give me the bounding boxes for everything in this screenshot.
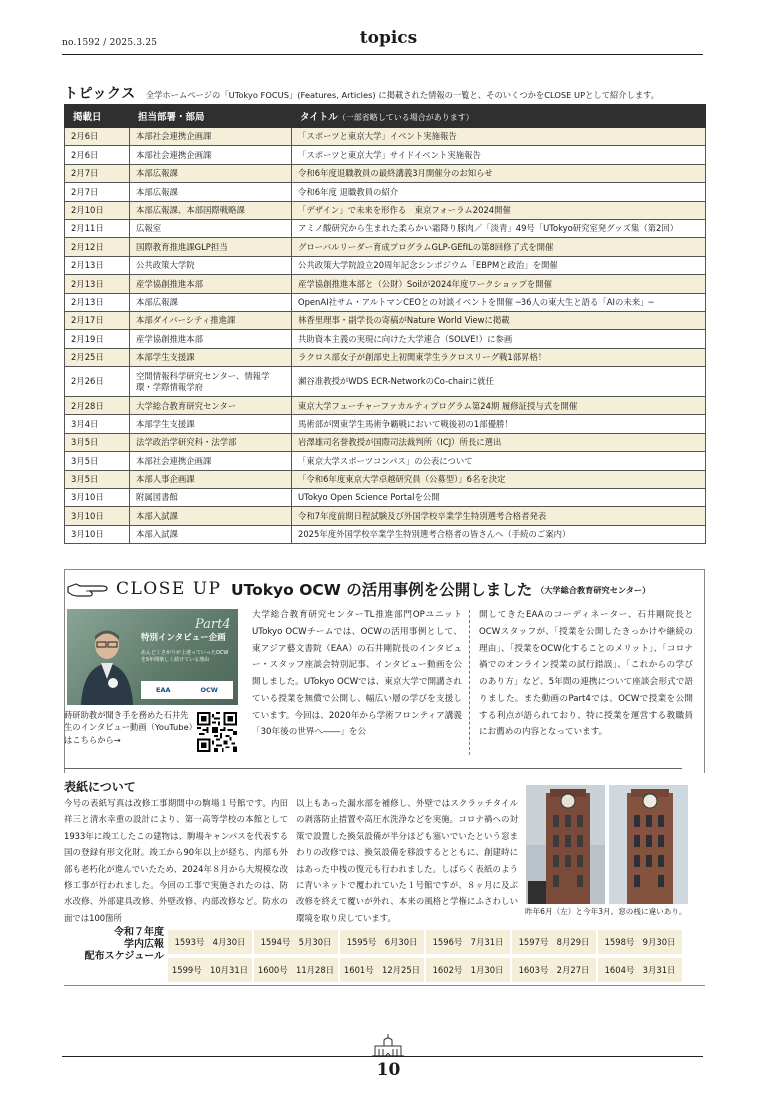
cell-date: 2月11日: [65, 219, 130, 237]
table-row: [65, 415, 706, 433]
cell-dept: 本部広報課、本部国際戦略課: [130, 201, 292, 219]
cell-dept: 本部ダイバーシティ推進課: [130, 311, 292, 329]
cell-dept: 本部学生支援課: [130, 348, 292, 366]
cell-date: 2月7日: [65, 164, 130, 182]
table-row: [65, 146, 706, 164]
table-row: [65, 330, 706, 348]
interviewee-photo: [77, 623, 137, 705]
cell-title: 令和6年度 退職教員の紹介: [292, 183, 706, 201]
cell-title: 瀬谷准教授がWDS ECR-NetworkのCo-chairに就任: [292, 367, 706, 397]
cell-date: 2月13日: [65, 256, 130, 274]
schedule-item: 1594号 5月30日: [252, 930, 338, 954]
cover-text-col2: 以上もあった漏水部を補修し、外壁ではスクラッチタイルの剥落防止措置や高圧水洗浄などを実施。コロナ禍への対策で設置した換気設備が半分ほども塞いでいたという窓まわりの改修では、換気設備を移設するとともに、創建時にはあった中桟の復元も行われました。しばらく表紙のように青いネットで覆われていた１号館ですが、８ヶ月に及ぶ改修を終えて覆いが外れ、本来の風格と学権にふさわしい環境を取り戻しています。: [296, 798, 518, 923]
cell-date: 2月12日: [65, 238, 130, 256]
cell-date: 3月10日: [65, 525, 130, 543]
schedule-item: 1596号 7月31日: [424, 930, 510, 954]
thumbnail-logos: [141, 681, 233, 699]
closeup-text-col2: 開してきたEAAのコーディネーター、石井剛院長とOCWスタッフが、「授業を公開したきっかけや継続の理由」、「授業をOCW化することのメリット」、「コロナ禍でのオンライン授業の試行錯誤」、「これからの学びのあり方」など、5年間の連携について座談会形式で語りました。また動画のPart4では、OCWで授業を公開する利点が語られており、特に授業を運営する教職員にお薦めの内容となっています。: [479, 610, 693, 738]
cell-title: 共助資本主義の実現に向けた大学連合（SOLVE!）に参画: [292, 330, 706, 348]
schedule-item: 1603号 2月27日: [510, 958, 596, 982]
table-row: [65, 293, 706, 311]
cell-date: 2月7日: [65, 183, 130, 201]
topics-description: 全学ホームページの「UTokyo FOCUS」(Features, Articles) に掲載された情報の一覧と、そのいくつかをCLOSE UPとして紹介します。: [145, 90, 660, 100]
cell-dept: 本部学生支援課: [130, 415, 292, 433]
table-row: [65, 348, 706, 366]
qr-code-icon[interactable]: [197, 712, 237, 752]
cell-dept: 本部社会連携企画課: [130, 452, 292, 470]
table-row: [65, 367, 706, 397]
closeup-column-divider: [469, 610, 470, 755]
cell-date: 3月10日: [65, 507, 130, 525]
cell-date: 3月5日: [65, 470, 130, 488]
table-row: [65, 311, 706, 329]
cell-title: UTokyo Open Science Portalを公開: [292, 489, 706, 507]
cell-title: 「令和6年度東京大学卓越研究員（公募型）」6名を決定: [292, 470, 706, 488]
cell-dept: 産学協創推進本部: [130, 275, 292, 293]
cell-dept: 附属図書館: [130, 489, 292, 507]
schedule-item: 1598号 9月30日: [596, 930, 682, 954]
cell-dept: 本部人事企画課: [130, 470, 292, 488]
cell-date: 3月5日: [65, 452, 130, 470]
cover-heading: 表紙について: [64, 780, 136, 794]
cover-photo-caption: 昨年6月（左）と今年3月。窓の桟に違いあり。: [525, 907, 687, 916]
schedule-bottom-rule: [64, 985, 705, 986]
schedule-item: 1593号 4月30日: [166, 930, 252, 954]
column-header-dept: 担当部署・部局: [130, 105, 292, 128]
table-row: [65, 452, 706, 470]
table-row: [65, 525, 706, 543]
cell-date: 3月5日: [65, 433, 130, 451]
cell-title: 林香里理事・副学長の寄稿がNature World Viewに掲載: [292, 311, 706, 329]
cell-date: 2月13日: [65, 275, 130, 293]
table-row: [65, 219, 706, 237]
table-row: [65, 470, 706, 488]
table-row: [65, 256, 706, 274]
table-row: [65, 183, 706, 201]
cell-dept: 本部入試課: [130, 525, 292, 543]
cell-dept: 本部社会連携企画課: [130, 128, 292, 146]
cell-date: 2月13日: [65, 293, 130, 311]
cell-dept: 大学総合教育研究センター: [130, 397, 292, 415]
cell-title: 産学協創推進本部と（公財）Soilが2024年度ワークショップを開催: [292, 275, 706, 293]
closeup-org: （大学総合教育研究センター）: [536, 585, 651, 595]
interview-video-thumbnail[interactable]: [67, 609, 238, 705]
section-title: topics: [359, 28, 418, 48]
cell-date: 2月10日: [65, 201, 130, 219]
cell-title: 2025年度外国学校卒業学生特別選考合格者の皆さんへ（手続のご案内）: [292, 525, 706, 543]
cell-date: 2月26日: [65, 367, 130, 397]
cell-date: 2月6日: [65, 146, 130, 164]
cell-title: 「東京大学スポーツコンパス」の公表について: [292, 452, 706, 470]
table-row: [65, 164, 706, 182]
topics-heading-row: [64, 83, 659, 103]
thumbnail-title: 特別インタビュー企画: [141, 633, 226, 643]
cell-date: 2月25日: [65, 348, 130, 366]
schedule-grid: [166, 930, 682, 982]
topics-table: [64, 104, 706, 544]
topics-table-body: [65, 128, 706, 544]
cover-building-photo: [526, 785, 688, 904]
table-row: [65, 238, 706, 256]
cell-title: OpenAI社サム・アルトマンCEOとの対談イベントを開催 ─36人の東大生と語る「AIの未来」─: [292, 293, 706, 311]
table-header-row: [65, 105, 706, 128]
cell-title: 公共政策大学院設立20周年記念シンポジウム「EBPMと政治」を開催: [292, 256, 706, 274]
table-row: [65, 201, 706, 219]
table-row: [65, 275, 706, 293]
cell-title: グローバルリーダー育成プログラムGLP-GEfILの第8回修了式を開催: [292, 238, 706, 256]
column-header-date: 掲載日: [65, 105, 130, 128]
page-number: 10: [376, 1060, 401, 1080]
table-row: [65, 489, 706, 507]
yasuda-auditorium-icon: [371, 1032, 405, 1058]
cell-dept: 本部広報課: [130, 293, 292, 311]
topics-heading: トピックス: [64, 86, 136, 102]
cell-title: 「スポーツと東京大学」サイドイベント実施報告: [292, 146, 706, 164]
footer-rule: [62, 1056, 703, 1057]
table-row: [65, 128, 706, 146]
cell-dept: 本部社会連携企画課: [130, 146, 292, 164]
cover-text-col1: 今号の表紙写真は改修工事期間中の駒場１号館です。内田祥三と清水幸重の設計により、第一高等学校の本館として1933年に竣工したこの建物は、駒場キャンパスを代表する国の登録有形文化財。竣工から90年以上が経ち、内部も外部も老朽化が進んでいたため、2024年８月から大規模な改修工事が行われました。今回の工事で実施されたのは、防水改修、外部建具改修、外壁改修、内部改修など。防水の面では100箇所: [64, 798, 288, 923]
cell-date: 2月28日: [65, 397, 130, 415]
schedule-item: 1602号 1月30日: [424, 958, 510, 982]
video-caption: 蒔研助教が聞き手を務めた石井先生のインタビュー動画（YouTube）はこちらから→: [64, 710, 193, 745]
schedule-item: 1599号 10月31日: [166, 958, 252, 982]
issue-info: no.1592 / 2025.3.25: [62, 38, 158, 48]
table-row: [65, 433, 706, 451]
cell-dept: 本部広報課: [130, 164, 292, 182]
cell-title: 「デザイン」で未来を形作る 東京フォーラム2024開催: [292, 201, 706, 219]
cell-dept: 空間情報科学研究センター、情報学環・学際情報学府: [130, 367, 292, 397]
column-header-title: [292, 105, 706, 128]
schedule-label-name: 学内広報: [124, 939, 164, 950]
eaa-logo: EAA: [156, 686, 171, 694]
schedule-label-title: 配布スケジュール: [84, 951, 164, 962]
column-title-label: タイトル: [300, 112, 338, 123]
closeup-label: CLOSE UP: [116, 579, 222, 599]
cell-dept: 国際教育推進課GLP担当: [130, 238, 292, 256]
cell-dept: 本部広報課: [130, 183, 292, 201]
thumbnail-subtitle: めんどくさがりが上達っていったOCWを5年間楽しく続けている理由: [141, 650, 229, 663]
cell-date: 3月4日: [65, 415, 130, 433]
pointing-hand-icon: [66, 579, 112, 599]
table-row: [65, 507, 706, 525]
cell-title: アミノ酸研究から生まれた柔らかい霜降り豚肉／「淡青」49号「UTokyo研究室発グッズ集（第2回）: [292, 219, 706, 237]
cell-title: 「スポーツと東京大学」イベント実施報告: [292, 128, 706, 146]
cell-title: 岩澤雄司名誉教授が国際司法裁判所（ICJ）所長に選出: [292, 433, 706, 451]
closeup-bottom-rule: [64, 768, 682, 769]
cell-title: 令和7年度前期日程試験及び外国学校卒業学生特別選考合格者発表: [292, 507, 706, 525]
cell-dept: 産学協創推進本部: [130, 330, 292, 348]
cell-date: 2月17日: [65, 311, 130, 329]
thumbnail-part: Part4: [195, 617, 231, 632]
cell-title: 令和6年度退職教員の最終講義3月開催分のお知らせ: [292, 164, 706, 182]
schedule-item: 1601号 12月25日: [338, 958, 424, 982]
cell-date: 2月6日: [65, 128, 130, 146]
cell-dept: 本部入試課: [130, 507, 292, 525]
table-row: [65, 397, 706, 415]
cell-dept: 法学政治学研究科・法学部: [130, 433, 292, 451]
closeup-text-col1: 大学総合教育研究センターTL推進部門OPユニットUTokyo OCWチームでは、OCWの活用事例として、東アジア藝文書院（EAA）の石井剛院長のインタビュー・スタッフ座談会特別記事、インタビュー動画を公開しました。UTokyo OCWでは、東京大学で開講されている授業を無償で公開し、幅広い層の学びを支援しています。今回は、2020年から学術フロンティア講義「30年後の世界へ――」を公: [252, 610, 462, 738]
header-rule: [62, 54, 703, 55]
cell-date: 3月10日: [65, 489, 130, 507]
column-title-note: （一部省略している場合があります）: [337, 113, 474, 122]
schedule-item: 1595号 6月30日: [338, 930, 424, 954]
schedule-label: [64, 927, 164, 963]
cell-date: 2月19日: [65, 330, 130, 348]
schedule-label-year: 令和７年度: [114, 927, 164, 938]
schedule-item: 1600号 11月28日: [252, 958, 338, 982]
cell-title: 東京大学フューチャーファカルティプログラム第24期 履修証授与式を開催: [292, 397, 706, 415]
schedule-item: 1597号 8月29日: [510, 930, 596, 954]
ocw-logo: OCW: [200, 686, 218, 694]
cell-dept: 公共政策大学院: [130, 256, 292, 274]
cell-title: ラクロス部女子が創部史上初関東学生ラクロスリーグ戦1部昇格！: [292, 348, 706, 366]
closeup-title: UTokyo OCW の活用事例を公開しました: [231, 581, 533, 599]
cell-title: 馬術部が関東学生馬術争覇戦において戦後初の1部優勝！: [292, 415, 706, 433]
cell-dept: 広報室: [130, 219, 292, 237]
schedule-item: 1604号 3月31日: [596, 958, 682, 982]
